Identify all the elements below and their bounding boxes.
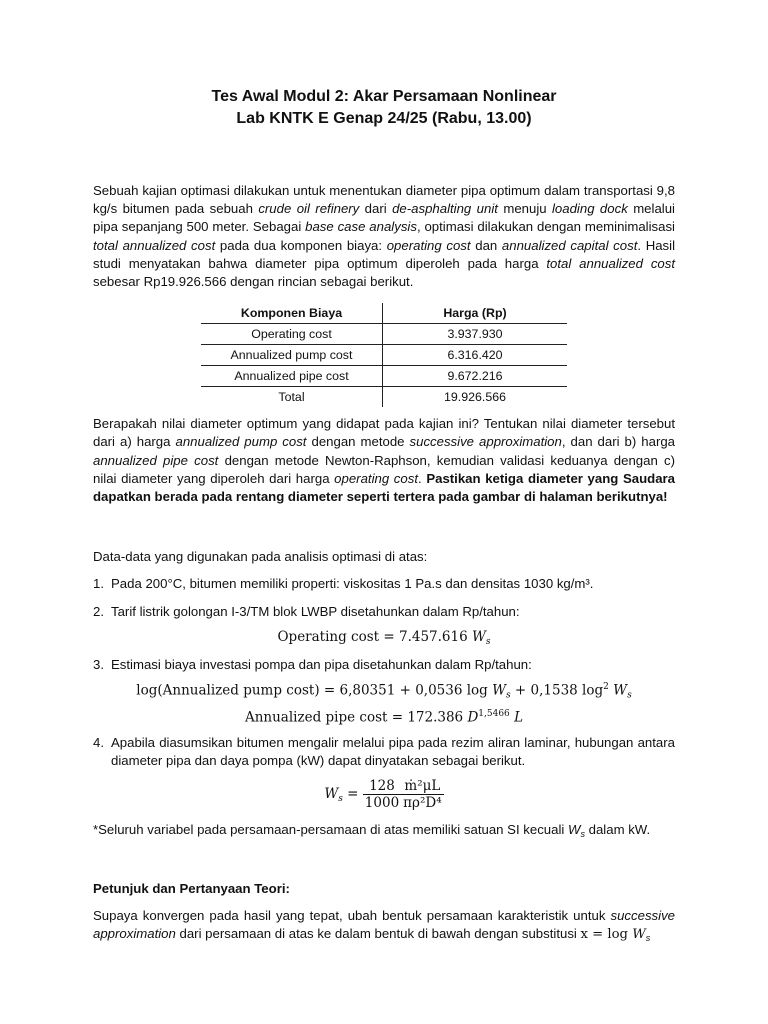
intro-paragraph [93, 182, 675, 291]
equation-text: + 0,1538 log [510, 682, 604, 699]
equation-var: D [467, 709, 479, 726]
equation-text: Operating cost = 7.457.616 [277, 628, 472, 645]
document-title [93, 86, 675, 130]
petunjuk-italic: successive approximation [93, 907, 675, 942]
question-italic: successive approximation [409, 434, 562, 450]
intro-italic: de-asphalting unit [392, 201, 498, 217]
fraction-numerator: 128 [363, 778, 401, 795]
equation-pump-power [93, 778, 675, 811]
question-italic: annualized pump cost [175, 434, 307, 450]
intro-text: . Hasil studi menyatakan bahwa diameter pipa optimum diperoleh pada harga [93, 237, 676, 271]
petunjuk-text: dari persamaan di atas ke dalam bentuk di bawah dengan substitusi [175, 926, 581, 942]
equation-sub: s [580, 829, 585, 840]
equation-var: W [324, 786, 339, 803]
intro-text: dan [470, 237, 502, 253]
petunjuk-heading: Petunjuk dan Pertanyaan Teori: [93, 880, 290, 896]
intro-text: menuju [497, 201, 552, 217]
petunjuk-equation: x = log [580, 927, 633, 943]
title-line-1: Tes Awal Modul 2: Akar Persamaan Nonlinear [211, 88, 557, 105]
equation-var: W [492, 682, 506, 699]
table-cell: Operating cost [201, 324, 383, 345]
table-header-cell: Komponen Biaya [201, 303, 383, 324]
table-row [201, 324, 567, 345]
title-line-2: Lab KNTK E Genap 24/25 (Rabu, 13.00) [236, 110, 532, 127]
table-cell: Annualized pipe cost [201, 366, 383, 387]
cost-table [201, 303, 567, 407]
question-text: Berapakah nilai diameter optimum yang didapat pada kajian ini? Tentukan nilai diameter tersebut dari a) harga [93, 416, 675, 450]
question-bold: Pastikan ketiga diameter yang Saudara dapatkan berada pada rentang diameter seperti tertera pada gambar di halaman berikutnya! [93, 470, 676, 505]
intro-text: sebesar Rp19.926.566 dengan rincian sebagai berikut. [93, 274, 414, 290]
question-text: . [418, 470, 427, 486]
equation-pump-cost [93, 682, 675, 701]
table-row [201, 387, 567, 408]
question-paragraph [93, 415, 675, 506]
list-text: Pada 200°C, bitumen memiliki properti: viskositas 1 Pa.s dan densitas 1030 kg/m³. [111, 576, 594, 592]
note-text: *Seluruh variabel pada persamaan-persamaan di atas memiliki satuan SI kecuali [93, 822, 569, 838]
intro-italic: total annualized cost [546, 255, 676, 271]
table-cell: 9.672.216 [383, 366, 568, 387]
intro-text: melalui pipa sepanjang 500 meter. Sebagai [93, 201, 675, 235]
list-number: 2. [93, 603, 104, 619]
list-item [93, 575, 675, 593]
equation-var: L [509, 709, 524, 726]
equation-exp: 2 [603, 682, 609, 693]
question-text: , dan dari b) harga [561, 434, 676, 450]
list-number: 4. [93, 735, 104, 751]
equation-var: W [632, 927, 646, 943]
table-cell: 6.316.420 [383, 345, 568, 366]
fraction-numerator: ṁ²μL [401, 778, 443, 795]
equation-pipe-cost [93, 709, 675, 726]
table-header-row [201, 303, 567, 324]
question-text: dengan metode [306, 434, 410, 450]
list-text: Tarif listrik golongan I-3/TM blok LWBP disetahunkan dalam Rp/tahun: [111, 603, 520, 619]
equation-var: W [472, 628, 486, 645]
intro-italic: crude oil refinery [258, 201, 360, 217]
question-italic: annualized pipe cost [93, 452, 219, 468]
list-number: 1. [93, 576, 104, 592]
table-cell: Total [201, 387, 383, 408]
equation-exp: 1,5466 [478, 708, 510, 719]
equation-text: = [342, 786, 363, 803]
intro-italic: annualized capital cost [501, 237, 638, 253]
petunjuk-paragraph [93, 907, 675, 947]
equation-operating-cost [93, 629, 675, 647]
equation-text: Annualized pipe cost = 172.386 [244, 709, 468, 726]
table-cell: 3.937.930 [383, 324, 568, 345]
list-item [93, 734, 675, 770]
question-italic: operating cost [334, 470, 418, 486]
fraction-denominator: πρ²D⁴ [403, 795, 442, 812]
intro-italic: operating cost [386, 237, 471, 253]
equation-sub: s [338, 794, 343, 805]
intro-italic: loading dock [552, 201, 628, 217]
equation-text: log(Annualized pump cost) = 6,80351 + 0,0536 log [136, 682, 493, 699]
intro-italic: total annualized cost [93, 237, 216, 253]
equation-var: W [613, 682, 628, 699]
list-number: 3. [93, 656, 104, 672]
units-note [93, 821, 675, 843]
fraction-denominator: 1000 [364, 795, 400, 812]
data-section-intro: Data-data yang digunakan pada analisis optimasi di atas: [93, 549, 428, 565]
document-page [93, 86, 675, 947]
list-item [93, 656, 675, 674]
petunjuk-text: Supaya konvergen pada hasil yang tepat, ubah bentuk persamaan karakteristik untuk [93, 907, 611, 923]
table-cell: Annualized pump cost [201, 345, 383, 366]
question-text: dengan metode Newton-Raphson, kemudian validasi keduanya dengan c) nilai diameter yang diperoleh dari harga [93, 452, 675, 486]
table-header-cell: Harga (Rp) [383, 303, 568, 324]
list-text: Apabila diasumsikan bitumen mengalir melalui pipa pada rezim aliran laminar, hubungan antara diameter pipa dan daya pompa (kW) dapat dinyatakan sebagai berikut. [111, 735, 675, 769]
table-cell: 19.926.566 [443, 390, 506, 405]
list-text: Estimasi biaya investasi pompa dan pipa disetahunkan dalam Rp/tahun: [111, 656, 532, 672]
intro-text: Sebuah kajian optimasi dilakukan untuk menentukan diameter pipa optimum dalam transportasi 9,8 kg/s bitumen pada sebuah [93, 183, 675, 217]
equation-sub: s [485, 636, 491, 647]
intro-text: dari [359, 201, 393, 217]
table-row [201, 345, 567, 366]
equation-sub: s [506, 690, 511, 701]
equation-sub: s [627, 690, 632, 701]
intro-text: , optimasi dilakukan dengan meminimalisasi [416, 219, 675, 235]
table-row [201, 366, 567, 387]
equation-fraction [363, 778, 401, 811]
list-item [93, 603, 675, 621]
intro-italic: base case analysis [305, 219, 417, 235]
intro-text: pada dua komponen biaya: [215, 237, 387, 253]
note-text: dalam kW. [584, 822, 651, 838]
equation-sub: s [645, 933, 651, 944]
equation-var: W [568, 822, 581, 838]
equation-fraction [401, 778, 443, 811]
